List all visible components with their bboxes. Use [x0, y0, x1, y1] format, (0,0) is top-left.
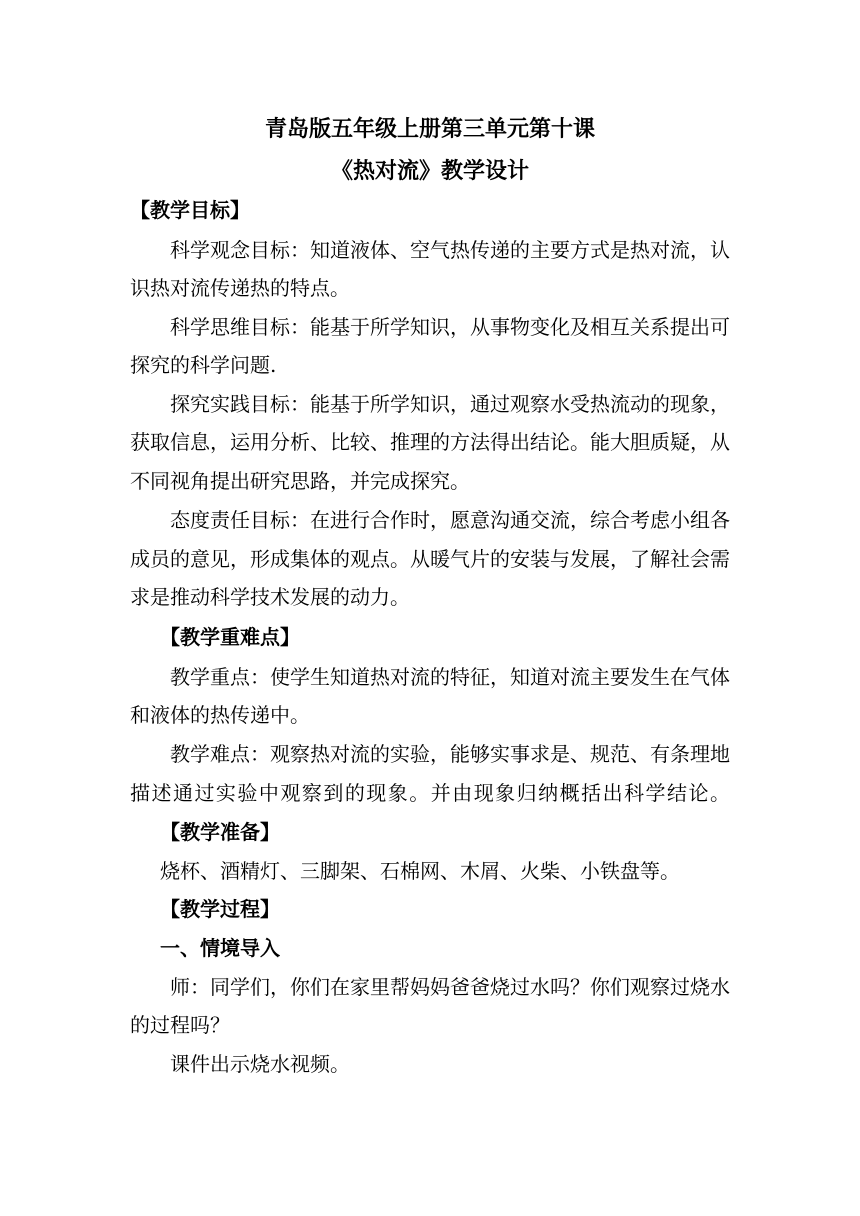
objective-1-line-2: 识热对流传递热的特点。: [130, 276, 350, 300]
preparation-list: 烧杯、酒精灯、三脚架、石棉网、木屑、火柴、小铁盘等。: [160, 859, 680, 883]
difficulty-line-1: 教学难点：观察热对流的实验，能够实事求是、规范、有条理地: [170, 742, 730, 766]
objective-4-line-2: 成员的意见，形成集体的观点。从暖气片的安装与发展，了解社会需: [130, 547, 730, 571]
section-heading-process: 【教学过程】: [160, 897, 280, 921]
objective-3-line-2: 获取信息，运用分析、比较、推理的方法得出结论。能大胆质疑，从: [130, 430, 730, 454]
teacher-dialog-line-1: 师：同学们，你们在家里帮妈妈爸爸烧过水吗？你们观察过烧水: [170, 975, 730, 999]
title-line-2: 《热对流》教学设计: [330, 158, 529, 184]
section-heading-objectives: 【教学目标】: [130, 198, 250, 222]
step-1-heading: 一、情境导入: [160, 936, 280, 960]
key-point-line-1: 教学重点：使学生知道热对流的特征，知道对流主要发生在气体: [170, 665, 730, 689]
objective-1-line-1: 科学观念目标：知道液体、空气热传递的主要方式是热对流，认: [170, 238, 730, 262]
courseware-note: 课件出示烧水视频。: [170, 1052, 350, 1076]
objective-3-line-3: 不同视角提出研究思路，并完成探究。: [130, 469, 470, 493]
section-heading-preparation: 【教学准备】: [160, 820, 280, 844]
title-line-1: 青岛版五年级上册第三单元第十课: [264, 116, 595, 142]
teacher-dialog-line-2: 的过程吗？: [130, 1013, 230, 1037]
objective-3-line-1: 探究实践目标：能基于所学知识，通过观察水受热流动的现象，: [170, 392, 730, 416]
objective-4-line-1: 态度责任目标：在进行合作时，愿意沟通交流，综合考虑小组各: [170, 508, 730, 532]
section-heading-key-points: 【教学重难点】: [160, 625, 300, 649]
objective-2-line-1: 科学思维目标：能基于所学知识，从事物变化及相互关系提出可: [170, 315, 730, 339]
key-point-line-2: 和液体的热传递中。: [130, 703, 310, 727]
objective-4-line-3: 求是推动科学技术发展的动力。: [130, 585, 410, 609]
objective-2-line-2: 探究的科学问题.: [130, 353, 277, 377]
difficulty-line-2: 描述通过实验中观察到的现象。并由现象归纳概括出科学结论。: [130, 781, 730, 805]
